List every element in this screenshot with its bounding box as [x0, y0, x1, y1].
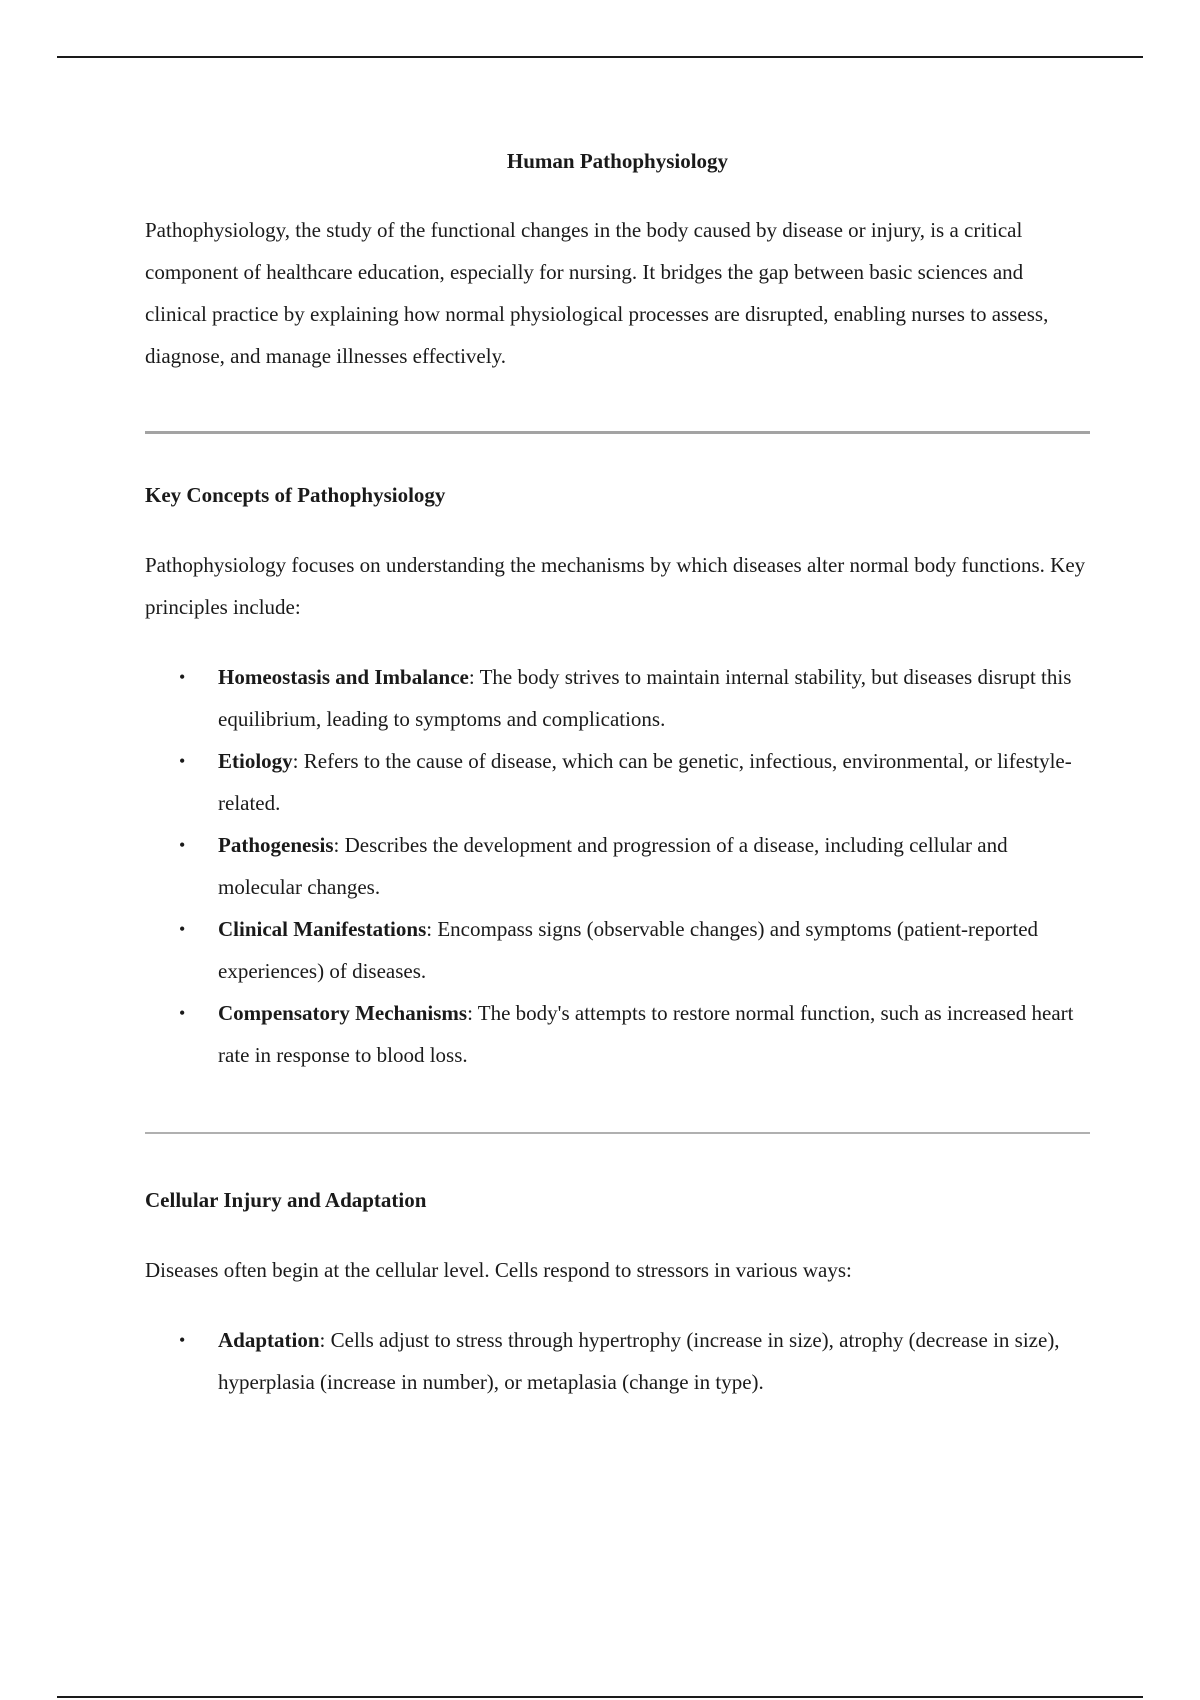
section-heading-key-concepts: Key Concepts of Pathophysiology — [145, 483, 446, 507]
list-item-term: Homeostasis and Imbalance — [218, 665, 469, 689]
list-item-term: Adaptation — [218, 1328, 320, 1352]
bullet-icon: • — [179, 1330, 186, 1350]
list-item-text: : Encompass signs (observable changes) and symptoms (patient-reported experiences) of diseases. — [218, 917, 1039, 983]
section-paragraph-key-concepts: Pathophysiology focuses on understanding the mechanisms by which diseases alter normal body functions. Key principles include: — [145, 553, 1086, 619]
bullet-icon: • — [179, 751, 186, 771]
bullet-icon: • — [179, 835, 186, 855]
list-item-term: Clinical Manifestations — [218, 917, 427, 941]
list-item-term: Compensatory Mechanisms — [218, 1001, 468, 1025]
list-item-term: Etiology — [218, 749, 293, 773]
list-item-text: : The body strives to maintain internal stability, but diseases disrupt this equilibrium, leading to symptoms and complications. — [218, 665, 1072, 731]
cellular-injury-list — [145, 1319, 1090, 1403]
list-item — [145, 740, 1090, 824]
list-item-text: : Cells adjust to stress through hypertrophy (increase in size), atrophy (decrease in size), hyperplasia (increase in number), or metaplasia (change in type). — [218, 1328, 1060, 1394]
list-item — [145, 1319, 1090, 1403]
section-heading-cellular-injury: Cellular Injury and Adaptation — [145, 1188, 427, 1212]
bullet-icon: • — [179, 919, 186, 939]
bullet-icon: • — [179, 1003, 186, 1023]
intro-paragraph: Pathophysiology, the study of the functional changes in the body caused by disease or injury, is a critical component of healthcare education, especially for nursing. It bridges the gap between basic sciences and clinical practice by explaining how normal physiological processes are disrupted, enabling nurses to assess, diagnose, and manage illnesses effectively. — [145, 218, 1049, 368]
list-item — [145, 992, 1090, 1076]
list-item — [145, 824, 1090, 908]
page-top-rule — [57, 56, 1143, 58]
section-paragraph-cellular-injury: Diseases often begin at the cellular level. Cells respond to stressors in various ways: — [145, 1258, 852, 1282]
page-bottom-rule — [57, 1696, 1143, 1698]
list-item-term: Pathogenesis — [218, 833, 334, 857]
section-divider — [145, 431, 1090, 434]
list-item-text: : Refers to the cause of disease, which can be genetic, infectious, environmental, or lifestyle-related. — [218, 749, 1072, 815]
list-item-text: : Describes the development and progression of a disease, including cellular and molecular changes. — [218, 833, 1008, 899]
document-body — [145, 141, 1090, 1403]
section-divider — [145, 1132, 1090, 1134]
list-item-text: : The body's attempts to restore normal function, such as increased heart rate in response to blood loss. — [218, 1001, 1074, 1067]
document-title: Human Pathophysiology — [506, 149, 729, 173]
list-item — [145, 656, 1090, 740]
list-item — [145, 908, 1090, 992]
bullet-icon: • — [179, 667, 186, 687]
key-concepts-list — [145, 656, 1090, 1076]
